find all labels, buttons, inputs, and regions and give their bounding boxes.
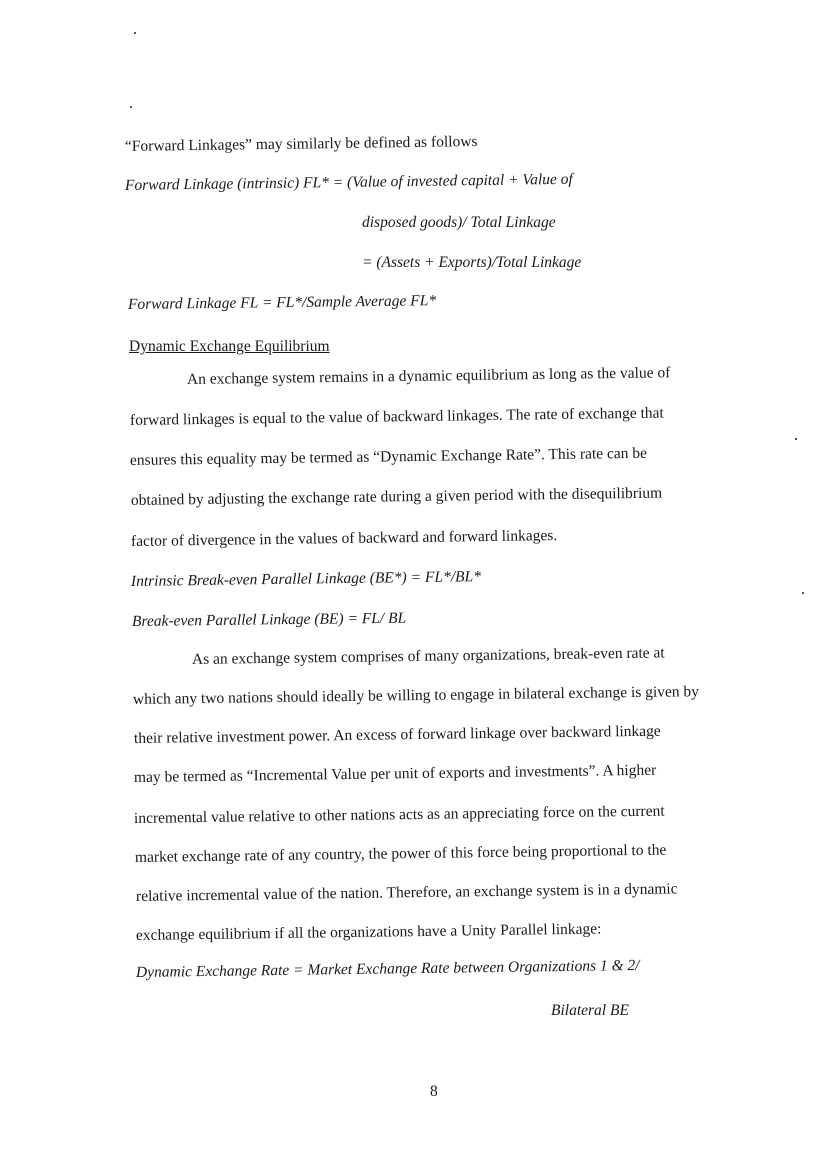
- scan-speck: [134, 32, 136, 34]
- section-heading: Dynamic Exchange Equilibrium: [129, 338, 330, 355]
- paragraph-line: forward linkages is equal to the value of backward linkages. The rate of exchange that: [129, 404, 664, 429]
- intrinsic-break-even-equation: Intrinsic Break-even Parallel Linkage (BE*) = FL*/BL*: [130, 568, 482, 590]
- forward-linkage-intrinsic-line-1: Forward Linkage (intrinsic) FL* = (Value of invested capital + Value of: [124, 170, 573, 194]
- forward-linkage-intrinsic-line-2: disposed goods)/ Total Linkage: [362, 214, 556, 231]
- paragraph-line: As an exchange system comprises of many organizations, break-even rate at: [191, 644, 665, 668]
- paragraph-line: factor of divergence in the values of backward and forward linkages.: [130, 527, 558, 550]
- scan-speck: [795, 438, 797, 440]
- intro-line: “Forward Linkages” may similarly be defined as follows: [124, 133, 478, 155]
- paragraph-line: their relative investment power. An excess of forward linkage over backward linkage: [133, 722, 661, 747]
- paragraph-line: market exchange rate of any country, the power of this force being proportional to the: [134, 841, 667, 866]
- dynamic-exchange-rate-line-1: Dynamic Exchange Rate = Market Exchange Rate between Organizations 1 & 2/: [135, 956, 640, 981]
- page-number: 8: [430, 1083, 438, 1100]
- scan-speck: [130, 106, 132, 108]
- forward-linkage-intrinsic-line-3: = (Assets + Exports)/Total Linkage: [362, 254, 582, 271]
- paragraph-line: relative incremental value of the nation. Therefore, an exchange system is in a dynamic: [135, 880, 678, 905]
- paragraph-line: incremental value relative to other nations acts as an appreciating force on the current: [133, 802, 665, 827]
- paragraph-line: obtained by adjusting the exchange rate during a given period with the disequilibrium: [130, 484, 663, 509]
- dynamic-exchange-rate-line-2: Bilateral BE: [551, 1002, 629, 1019]
- paragraph-line: exchange equilibrium if all the organizations have a Unity Parallel linkage:: [135, 920, 602, 944]
- paragraph-line: which any two nations should ideally be willing to engage in bilateral exchange is given by: [132, 683, 700, 708]
- forward-linkage-equation: Forward Linkage FL = FL*/Sample Average FL*: [127, 292, 437, 313]
- scan-speck: [802, 592, 804, 594]
- break-even-equation: Break-even Parallel Linkage (BE) = FL/ BL: [131, 609, 407, 630]
- paragraph-line: An exchange system remains in a dynamic equilibrium as long as the value of: [186, 364, 671, 388]
- paragraph-line: ensures this equality may be termed as “Dynamic Exchange Rate”. This rate can be: [129, 444, 648, 469]
- paragraph-line: may be termed as “Incremental Value per unit of exports and investments”. A higher: [133, 761, 657, 786]
